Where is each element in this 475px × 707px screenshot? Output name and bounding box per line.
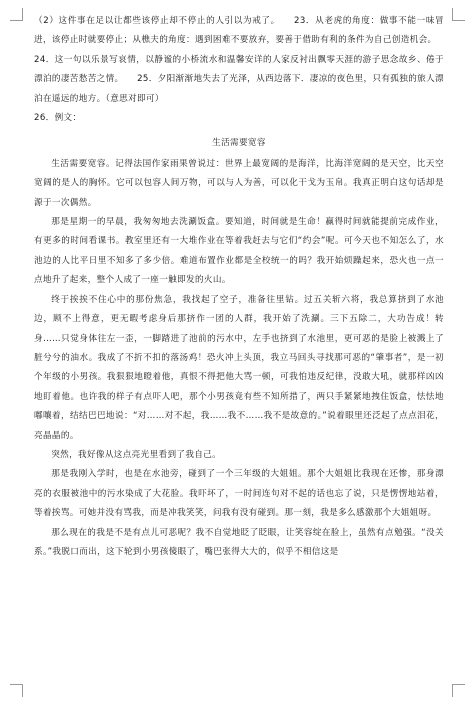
essay-paragraph: 终于挨挨不住心中的那份焦急，我找起了空子，准备往里钻。过五关斩六将，我总算挤到了水池边，顾不上得意，更无暇考虑身后那挤作一团的人群，我开始了洗涮。三下五除二，大功告成！转身……只觉身体往左一歪，一脚踏进了池前的污水中，左手也挤到了水池里，更可恶的是脸上被溅上了脏兮兮的油水。我成了不折不扣的落汤鸡！恐火冲上头顶，我立马回头寻找那可恶的“肇事者”，是一初个年级的小男孩。我狠狠地瞪着他，真恨不得把他大骂一顿，可我怕违反纪律，没敢大吼，就那样凶凶地盯着他。也许我的样子有点吓人吧，那个小男孩竟有些不知所措了，两只手紧紧地拽住饭盒，怯怯地嘟嚷着，结结巴巴地说：“对……对不起，我……我不……我不是故意的。”说着眼里还泛起了点点泪花，亮晶晶的。 xyxy=(34,294,444,441)
crop-mark-bottom-right xyxy=(452,684,465,697)
essay-paragraph: 那是我刚入学时，也是在水池旁，碰到了一个三年级的大姐姐。那个大姐姐比我现在还惨，那身漂亮的衣服被池中的污水染成了大花脸。我吓坏了，一时间连句对不起的话也忘了说，只是愣愣地站着，等着挨骂。可她并没有骂我，而是冲我笑笑，问我有没有碰到。那一刻，我是多么感激那个大姐姐呀。 xyxy=(34,469,444,519)
crop-mark-top-left xyxy=(10,8,23,21)
answer-paragraph-22-23: （2）这件事在足以让都些该停止却不停止的人引以为戒了。 23．从老虎的角度：做事不能一味冒进，该停止时就要停止；从樵夫的角度：遇到困难不要放弃，要善于借助有利的条件为自己创造机会。 xyxy=(34,16,444,46)
essay-paragraph: 生活需要宽容。记得法国作家雨果曾说过：世界上最宽阔的是海洋，比海洋宽阔的是天空，比天空宽阔的是人的胸怀。它可以包容人间万物，可以与人为善，可以化干戈为玉帛。我真正明白这句话却是源于一次偶然。 xyxy=(34,158,444,208)
essay-paragraph: 那是星期一的早晨，我匆匆地去洗涮饭盒。要知道，时间就是生命！赢得时间就能提前完成作业，有更多的时间看课书。教室里还有一大堆作业在等着我赶去与它们“约会”呢。可今天也不知怎么了，水池边的人比平日里不知多了多少倍。难道布置作业都是全校统一的吗？我开始烦躁起来，恐火也一点一点地升了起来，整个人成了一座一触即发的火山。 xyxy=(34,217,444,286)
essay-title: 生活需要宽容 xyxy=(212,138,266,149)
crop-mark-top-right xyxy=(452,8,465,21)
crop-mark-bottom-left xyxy=(10,684,23,697)
essay-paragraph: 突然，我好像从这点亮光里看到了我自己。 xyxy=(51,449,222,460)
answer-paragraph-24-25: 24．这一句以乐景写哀情，以静谧的小桥流水和温馨安详的人家反衬出飘零天涯的游子思念故乡、倦于漂泊的凄苦愁苦之情。 25．夕阳渐渐地失去了光泽，从西边落下．凄凉的夜色里，只有孤独的旅人漂泊在遥远的地方。（意思对即可） xyxy=(34,54,444,104)
document-body xyxy=(34,12,444,562)
answer-paragraph-26-label: 26．例文： xyxy=(34,113,82,124)
essay-paragraph: 那么现在的我是不是有点儿可恶呢？我不自觉地眨了眨眼，让笑容绽在脸上，虽然有点勉强。“没关系。”我脱口而出，这下轮到小男孩傻眼了，嘴巴张得大大的，似乎不相信这是 xyxy=(34,527,444,557)
